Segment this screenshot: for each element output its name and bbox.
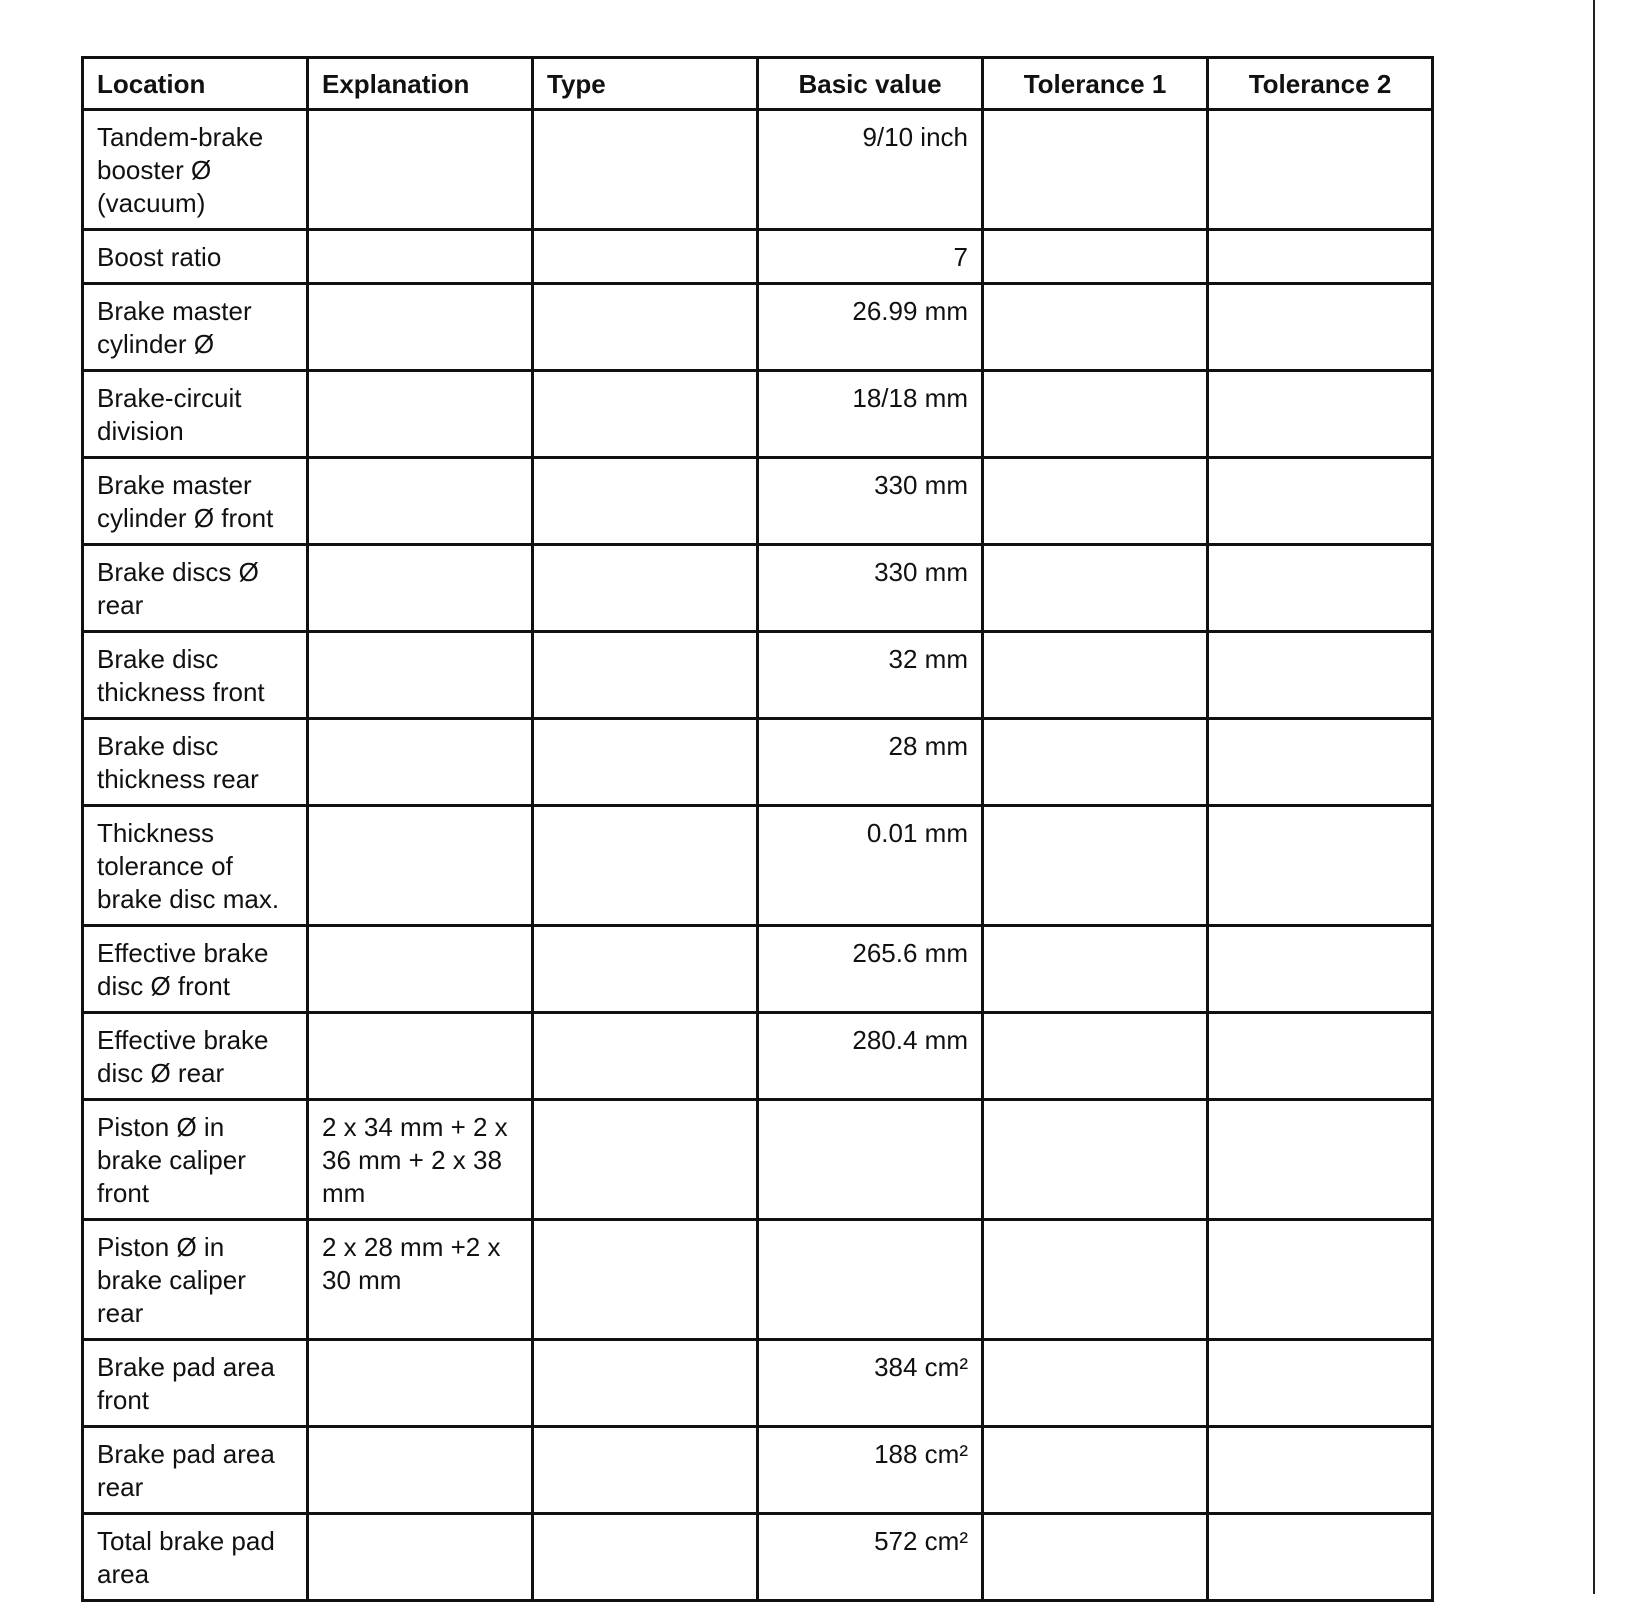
table-row (83, 719, 1433, 806)
cell-basic-value: 32 mm (758, 632, 983, 719)
cell-location: Piston Ø in brake caliper front (83, 1100, 308, 1220)
header-type: Type (533, 58, 758, 110)
cell-tolerance-2 (1208, 806, 1433, 926)
cell-location: Brake-circuit division (83, 371, 308, 458)
table-row (83, 458, 1433, 545)
cell-explanation (308, 458, 533, 545)
cell-tolerance-1 (983, 719, 1208, 806)
brake-spec-table (81, 56, 1434, 1602)
cell-explanation (308, 926, 533, 1013)
table-row (83, 371, 1433, 458)
cell-tolerance-1 (983, 1427, 1208, 1514)
cell-location: Effective brake disc Ø rear (83, 1013, 308, 1100)
header-tolerance-2: Tolerance 2 (1208, 58, 1433, 110)
cell-tolerance-2 (1208, 719, 1433, 806)
cell-type (533, 545, 758, 632)
cell-location: Brake pad area rear (83, 1427, 308, 1514)
table-row (83, 110, 1433, 230)
cell-explanation (308, 545, 533, 632)
header-row (83, 58, 1433, 110)
cell-explanation (308, 110, 533, 230)
cell-tolerance-2 (1208, 1013, 1433, 1100)
cell-explanation (308, 1340, 533, 1427)
cell-explanation (308, 284, 533, 371)
header-tolerance-1: Tolerance 1 (983, 58, 1208, 110)
cell-location: Brake disc thickness front (83, 632, 308, 719)
cell-location: Total brake pad area (83, 1514, 308, 1601)
cell-basic-value: 28 mm (758, 719, 983, 806)
cell-explanation (308, 1013, 533, 1100)
page-edge-rule (1593, 0, 1595, 1594)
cell-explanation (308, 1514, 533, 1601)
cell-basic-value: 188 cm² (758, 1427, 983, 1514)
cell-tolerance-1 (983, 458, 1208, 545)
cell-type (533, 371, 758, 458)
cell-type (533, 458, 758, 545)
cell-tolerance-2 (1208, 230, 1433, 284)
cell-tolerance-2 (1208, 545, 1433, 632)
cell-basic-value: 26.99 mm (758, 284, 983, 371)
cell-location: Effective brake disc Ø front (83, 926, 308, 1013)
table-row (83, 806, 1433, 926)
table-row (83, 545, 1433, 632)
cell-type (533, 1514, 758, 1601)
cell-tolerance-1 (983, 632, 1208, 719)
cell-explanation: 2 x 34 mm + 2 x 36 mm + 2 x 38 mm (308, 1100, 533, 1220)
cell-explanation (308, 1427, 533, 1514)
cell-location: Thickness tolerance of brake disc max. (83, 806, 308, 926)
cell-location: Tandem-brake booster Ø (vacuum) (83, 110, 308, 230)
cell-tolerance-2 (1208, 371, 1433, 458)
cell-explanation (308, 719, 533, 806)
cell-basic-value: 265.6 mm (758, 926, 983, 1013)
cell-type (533, 632, 758, 719)
cell-basic-value: 384 cm² (758, 1340, 983, 1427)
table-row (83, 284, 1433, 371)
cell-tolerance-2 (1208, 926, 1433, 1013)
cell-tolerance-2 (1208, 1340, 1433, 1427)
cell-tolerance-2 (1208, 1220, 1433, 1340)
cell-type (533, 1013, 758, 1100)
cell-explanation (308, 230, 533, 284)
cell-type (533, 1220, 758, 1340)
cell-location: Brake master cylinder Ø front (83, 458, 308, 545)
table-row (83, 1514, 1433, 1601)
table-row (83, 1427, 1433, 1514)
header-location: Location (83, 58, 308, 110)
cell-tolerance-1 (983, 1340, 1208, 1427)
table-body (83, 110, 1433, 1601)
cell-location: Piston Ø in brake caliper rear (83, 1220, 308, 1340)
cell-location: Brake disc thickness rear (83, 719, 308, 806)
table-row (83, 632, 1433, 719)
cell-type (533, 110, 758, 230)
table-row (83, 1100, 1433, 1220)
cell-basic-value: 572 cm² (758, 1514, 983, 1601)
cell-tolerance-1 (983, 545, 1208, 632)
cell-tolerance-1 (983, 230, 1208, 284)
cell-basic-value: 280.4 mm (758, 1013, 983, 1100)
cell-location: Brake master cylinder Ø (83, 284, 308, 371)
cell-location: Boost ratio (83, 230, 308, 284)
cell-basic-value: 0.01 mm (758, 806, 983, 926)
cell-tolerance-2 (1208, 632, 1433, 719)
cell-explanation (308, 632, 533, 719)
cell-location: Brake discs Ø rear (83, 545, 308, 632)
table-row (83, 1220, 1433, 1340)
cell-explanation (308, 806, 533, 926)
cell-basic-value: 18/18 mm (758, 371, 983, 458)
header-explanation: Explanation (308, 58, 533, 110)
cell-type (533, 1340, 758, 1427)
cell-type (533, 230, 758, 284)
cell-type (533, 719, 758, 806)
cell-tolerance-2 (1208, 110, 1433, 230)
cell-tolerance-2 (1208, 458, 1433, 545)
cell-tolerance-1 (983, 926, 1208, 1013)
cell-tolerance-1 (983, 110, 1208, 230)
header-basic-value: Basic value (758, 58, 983, 110)
cell-tolerance-2 (1208, 1427, 1433, 1514)
cell-tolerance-1 (983, 1220, 1208, 1340)
cell-type (533, 1427, 758, 1514)
cell-tolerance-2 (1208, 1514, 1433, 1601)
cell-tolerance-1 (983, 1013, 1208, 1100)
cell-location: Brake pad area front (83, 1340, 308, 1427)
cell-explanation (308, 371, 533, 458)
cell-type (533, 284, 758, 371)
cell-type (533, 806, 758, 926)
table-row (83, 1340, 1433, 1427)
cell-tolerance-1 (983, 806, 1208, 926)
cell-type (533, 1100, 758, 1220)
cell-basic-value: 7 (758, 230, 983, 284)
cell-tolerance-1 (983, 1514, 1208, 1601)
cell-basic-value: 330 mm (758, 458, 983, 545)
cell-basic-value (758, 1220, 983, 1340)
cell-basic-value: 9/10 inch (758, 110, 983, 230)
cell-type (533, 926, 758, 1013)
cell-tolerance-1 (983, 1100, 1208, 1220)
cell-tolerance-2 (1208, 1100, 1433, 1220)
cell-basic-value (758, 1100, 983, 1220)
cell-explanation: 2 x 28 mm +2 x 30 mm (308, 1220, 533, 1340)
cell-basic-value: 330 mm (758, 545, 983, 632)
table-row (83, 1013, 1433, 1100)
cell-tolerance-2 (1208, 284, 1433, 371)
cell-tolerance-1 (983, 284, 1208, 371)
cell-tolerance-1 (983, 371, 1208, 458)
table-row (83, 926, 1433, 1013)
table-row (83, 230, 1433, 284)
